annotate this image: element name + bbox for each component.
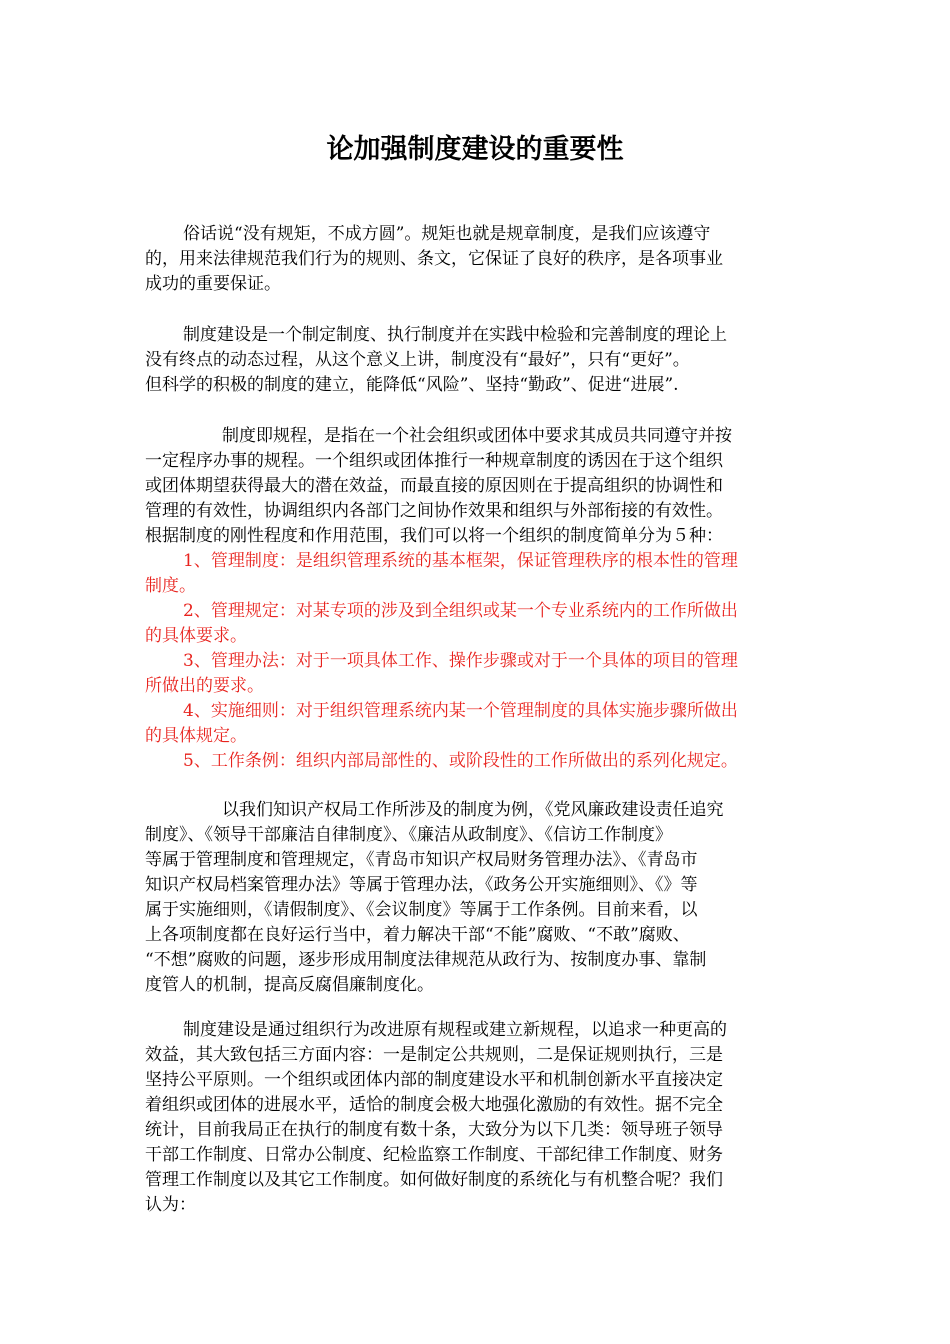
text-line: 制度》、《领导干部廉洁自律制度》、《廉洁从政制度》、《信访工作制度》	[145, 825, 672, 845]
list-item: 1、管理制度：是组织管理系统的基本框架，保证管理秩序的根本性的管理	[183, 551, 738, 571]
paragraph-examples	[145, 798, 805, 998]
text-line: 认为：	[145, 1195, 196, 1215]
text-line: “不想”腐败的问题，逐步形成用制度法律规范从政行为、按制度办事、靠制	[145, 950, 707, 970]
text-line: 根据制度的刚性程度和作用范围，我们可以将一个组织的制度简单分为５种：	[145, 526, 723, 546]
list-item-continuation: 的具体规定。	[145, 726, 247, 746]
text-line: 管理工作制度以及其它工作制度。如何做好制度的系统化与有机整合呢？我们	[145, 1170, 723, 1190]
text-line: 干部工作制度、日常办公制度、纪检监察工作制度、干部纪律工作制度、财务	[145, 1145, 723, 1165]
text-line: 上各项制度都在良好运行当中，着力解决干部“不能”腐败、“不敢”腐败、	[145, 925, 690, 945]
paragraph-definition	[145, 323, 805, 398]
list-item: 3、管理办法：对于一项具体工作、操作步骤或对于一个具体的项目的管理	[183, 651, 738, 671]
text-line: 坚持公平原则。一个组织或团体内部的制度建设水平和机制创新水平直接决定	[145, 1070, 723, 1090]
text-line: 以我们知识产权局工作所涉及的制度为例，《党风廉政建设责任追究	[222, 800, 724, 820]
text-line: 管理的有效性，协调组织内各部门之间协作效果和组织与外部衔接的有效性。	[145, 501, 723, 521]
text-line: 度管人的机制，提高反腐倡廉制度化。	[145, 975, 434, 995]
list-item-continuation: 的具体要求。	[145, 626, 247, 646]
text-line: 制度建设是一个制定制度、执行制度并在实践中检验和完善制度的理论上	[183, 325, 727, 345]
text-line: 属于实施细则，《请假制度》、《会议制度》等属于工作条例。目前来看，以	[145, 900, 698, 920]
text-line: 俗话说“没有规矩，不成方圆”。规矩也就是规章制度，是我们应该遵守	[183, 224, 711, 244]
list-item-continuation: 所做出的要求。	[145, 676, 264, 696]
text-line: 成功的重要保证。	[145, 274, 281, 294]
list-item: 5、工作条例：组织内部局部性的、或阶段性的工作所做出的系列化规定。	[183, 751, 738, 771]
list-item: 4、实施细则：对于组织管理系统内某一个管理制度的具体实施步骤所做出	[183, 701, 738, 721]
text-line: 一定程序办事的规程。一个组织或团体推行一种规章制度的诱因在于这个组织	[145, 451, 723, 471]
text-line: 没有终点的动态过程，从这个意义上讲，制度没有“最好”，只有“更好”。	[145, 350, 690, 370]
text-line: 但科学的积极的制度的建立，能降低“风险”、坚持“勤政”、促进“进展”.	[145, 375, 679, 395]
paragraph-construction	[145, 1018, 805, 1218]
paragraph-rules	[145, 424, 805, 549]
institution-type-list	[145, 549, 805, 774]
text-line: 效益，其大致包括三方面内容：一是制定公共规则，二是保证规则执行，三是	[145, 1045, 723, 1065]
text-line: 统计，目前我局正在执行的制度有数十条，大致分为以下几类：领导班子领导	[145, 1120, 723, 1140]
paragraph-proverb	[145, 222, 805, 297]
list-item-continuation: 制度。	[145, 576, 196, 596]
text-line: 制度即规程，是指在一个社会组织或团体中要求其成员共同遵守并按	[222, 426, 732, 446]
text-line: 着组织或团体的进展水平，适恰的制度会极大地强化激励的有效性。据不完全	[145, 1095, 723, 1115]
text-line: 知识产权局档案管理办法》等属于管理办法，《政务公开实施细则》、《》等	[145, 875, 698, 895]
list-item: 2、管理规定：对某专项的涉及到全组织或某一个专业系统内的工作所做出	[183, 601, 738, 621]
text-line: 或团体期望获得最大的潜在效益，而最直接的原因则在于提高组织的协调性和	[145, 476, 723, 496]
text-line: 等属于管理制度和管理规定，《青岛市知识产权局财务管理办法》、《青岛市	[145, 850, 698, 870]
text-line: 制度建设是通过组织行为改进原有规程或建立新规程，以追求一种更高的	[183, 1020, 727, 1040]
document-title: 论加强制度建设的重要性	[326, 134, 624, 165]
text-line: 的，用来法律规范我们行为的规则、条文，它保证了良好的秩序，是各项事业	[145, 249, 723, 269]
